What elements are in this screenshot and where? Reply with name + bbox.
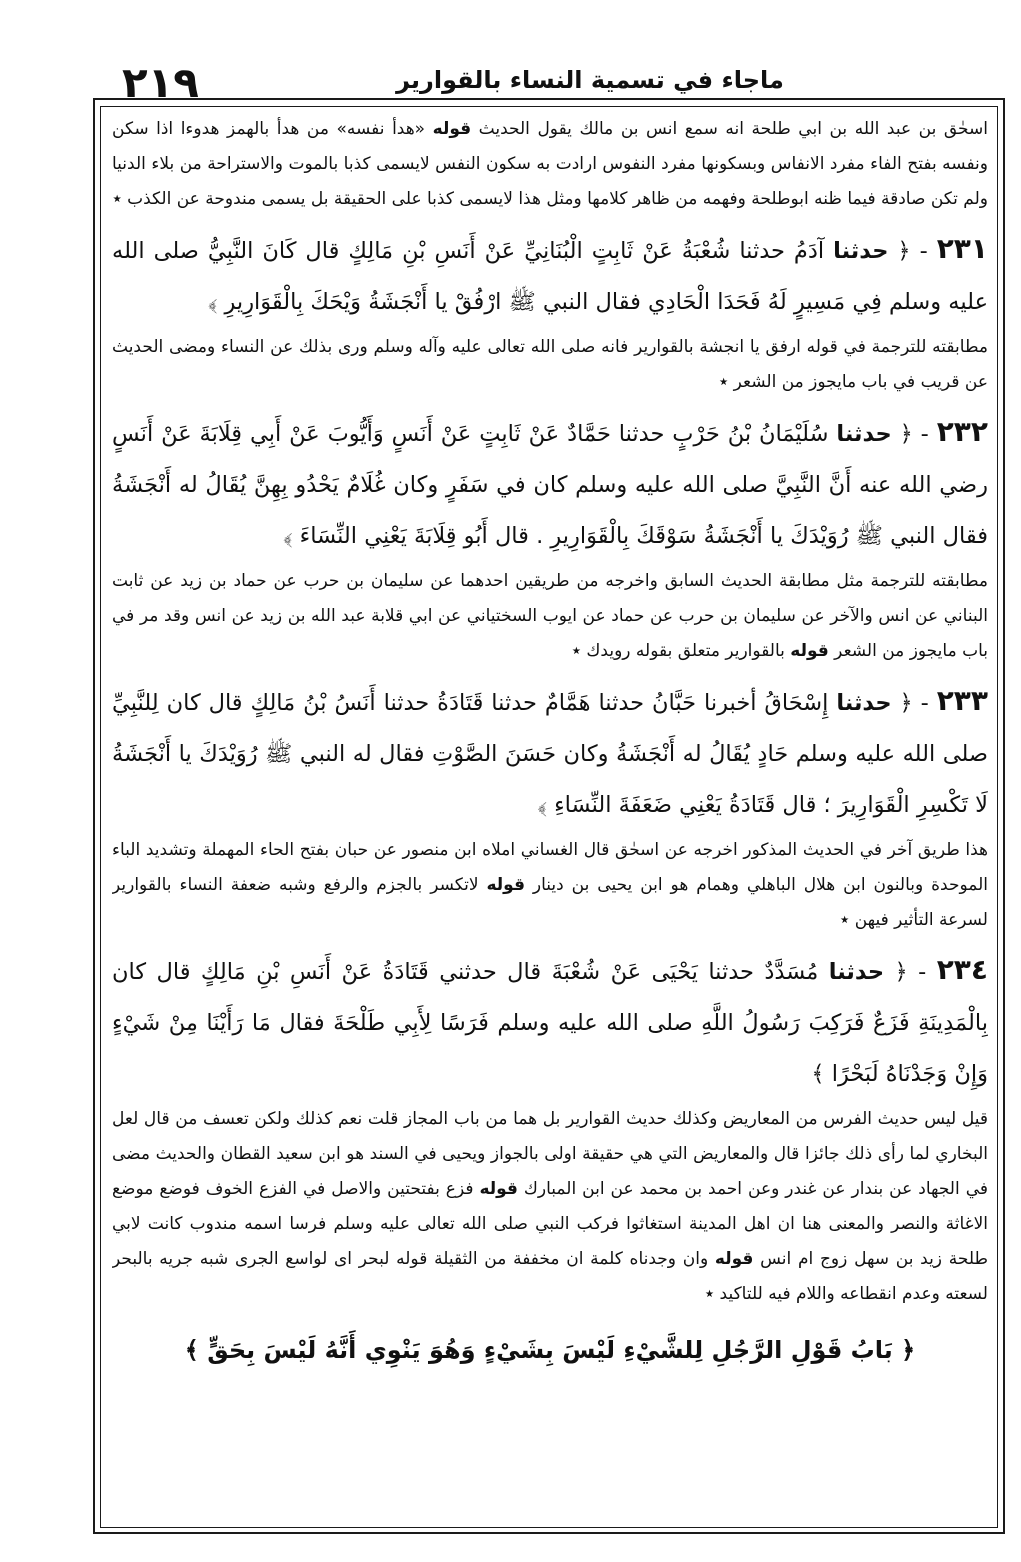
commentary-paragraph <box>112 112 988 217</box>
commentary-text: فزع بفتحتين والاصل في الفزع الخوف فوضع موضع الاغاثة والنصر والمعنى هنا ان اهل المدينة استغاثوا فركب النبي صلى الله تعالى عليه وسلم فرسا اسمه مندوب كانت لابي طلحة زيد بن سهل زوج ام انس <box>112 1179 988 1269</box>
hadith-text: مُسَدَّدٌ حدثنا يَحْيَى عَنْ شُعْبَةَ قال حدثني قَتَادَةُ عَنْ أَنَسِ بْنِ مَالِكٍ قال كان بِالْمَدِينَةِ فَزَعٌ فَرَكِبَ رَسُولُ اللَّهِ صلى الله عليه وسلم فَرَسًا لِأَبِي طَلْحَةَ فقال مَا رَأَيْنَا مِنْ شَيْءٍ وَإِنْ وَجَدْنَاهُ لَبَحْرًا ﴾ <box>112 959 988 1087</box>
haddathana-marker: حدثنا <box>828 959 885 985</box>
qawluhu-keyword: قوله <box>432 119 472 139</box>
hadith-paragraph: ٢٣٣ - ﴿ حدثنا إِسْحَاقُ أخبرنا حَبَّانُ حدثنا هَمَّامٌ حدثنا قَتَادَةُ حدثنا أَنَسُ بْنُ مَالِكٍ قال كان لِلنَّبِيِّ صلى الله عليه وسلم حَادٍ يُقَالُ له أَنْجَشَةُ وكان حَسَنَ الصَّوْتِ فقال له النبي ﷺ رُوَيْدَكَ يا أَنْجَشَةُ لَا تَكْسِرِ الْقَوَارِيرَ ؛ قال قَتَادَةُ يَعْنِي ضَعَفَةَ النِّسَاءِ ﴾ <box>112 684 988 818</box>
commentary-paragraph <box>112 1102 988 1312</box>
commentary-text: اسحٰق بن عبد الله بن ابي طلحة انه سمع انس بن مالك يقول الحديث <box>471 119 988 139</box>
haddathana-marker: حدثنا <box>836 421 892 447</box>
qawluhu-keyword: قوله <box>790 641 829 661</box>
commentary-paragraph <box>112 833 988 938</box>
commentary-text: مطابقته للترجمة مثل مطابقة الحديث السابق واخرجه من طريقين احدهما عن سليمان بن حرب عن حماد بن زيد عن ثابت البناني عن انس والآخر عن سليمان بن حرب عن حماد عن ايوب السختياني عن ابي قلابة عبد الله بن زيد عن انس وقد مر في باب مايجوز من الشعر <box>112 571 988 661</box>
qawluhu-keyword: قوله <box>714 1249 754 1269</box>
qawluhu-keyword: قوله <box>479 1179 518 1199</box>
commentary-text: «هدأ نفسه» من هدأ بالهمز هدوءا اذا سكن ونفسه بفتح الفاء مفرد الانفاس وبسكونها مفرد النفوس ارادت به سكون النفس لايسمى كذبا بالموت والاستراحة من بلاء الدنيا ولم تكن صادقة فيما ظنه ابوطلحة وفهمه من ظاهر كلامها ومثل هذا لايسمى كذبا على الحقيقة بل يسمى مندوحة عن الكذب ٭ <box>112 119 988 209</box>
hadith-text: سُلَيْمَانُ بْنُ حَرْبٍ حدثنا حَمَّادٌ عَنْ ثَابِتٍ عَنْ أَنَسٍ وَأَيُّوبَ عَنْ أَبِي قِلَابَةَ عَنْ أَنَسٍ رضي الله عنه أَنَّ النَّبِيَّ صلى الله عليه وسلم كان في سَفَرٍ وكان غُلَامٌ يَحْدُو بِهِنَّ يُقَالُ له أَنْجَشَةُ فقال النبي ﷺ رُوَيْدَكَ يا أَنْجَشَةُ سَوْقَكَ بِالْقَوَارِيرِ . قال أَبُو قِلَابَةَ يَعْنِي النِّسَاءَ ﴾ <box>112 421 988 549</box>
running-title: ماجاء في تسمية النساء بالقوارير <box>396 66 784 94</box>
commentary-text: وان وجدناه كلمة ان مخففة من الثقيلة قوله لبحر اى لواسع الجرى شبه جريه بالبحر لسعته وعدم انقطاعه واللام فيه للتاكيد ٭ <box>112 1249 988 1304</box>
hadith-number: ٢٣٢ <box>936 415 988 448</box>
chapter-heading: ﴿ بَابُ قَوْلِ الرَّجُلِ لِلشَّيْءِ لَيْسَ بِشَيْءٍ وَهُوَ يَنْوِي أَنَّهُ لَيْسَ بِحَقٍّ ﴾ <box>184 1336 916 1364</box>
hadith-paragraph: ٢٣٢ - ﴿ حدثنا سُلَيْمَانُ بْنُ حَرْبٍ حدثنا حَمَّادٌ عَنْ ثَابِتٍ عَنْ أَنَسٍ وَأَيُّوبَ عَنْ أَبِي قِلَابَةَ عَنْ أَنَسٍ رضي الله عنه أَنَّ النَّبِيَّ صلى الله عليه وسلم كان في سَفَرٍ وكان غُلَامٌ يَحْدُو بِهِنَّ يُقَالُ له أَنْجَشَةُ فقال النبي ﷺ رُوَيْدَكَ يا أَنْجَشَةُ سَوْقَكَ بِالْقَوَارِيرِ . قال أَبُو قِلَابَةَ يَعْنِي النِّسَاءَ ﴾ <box>112 415 988 549</box>
hadith-text: إِسْحَاقُ أخبرنا حَبَّانُ حدثنا هَمَّامٌ حدثنا قَتَادَةُ حدثنا أَنَسُ بْنُ مَالِكٍ قال كان لِلنَّبِيِّ صلى الله عليه وسلم حَادٍ يُقَالُ له أَنْجَشَةُ وكان حَسَنَ الصَّوْتِ فقال له النبي ﷺ رُوَيْدَكَ يا أَنْجَشَةُ لَا تَكْسِرِ الْقَوَارِيرَ ؛ قال قَتَادَةُ يَعْنِي ضَعَفَةَ النِّسَاءِ ﴾ <box>112 690 988 818</box>
qawluhu-keyword: قوله <box>486 875 525 895</box>
hadith-paragraph: ٢٣١ - ﴿ حدثنا آدَمُ حدثنا شُعْبَةُ عَنْ ثَابِتٍ الْبُنَانِيِّ عَنْ أَنَسِ بْنِ مَالِكٍ قال كَانَ النَّبِيُّ صلى الله عليه وسلم فِي مَسِيرٍ لَهُ فَحَدَا الْحَادِي فقال النبي ﷺ ارْفُقْ يا أَنْجَشَةُ وَيْحَكَ بِالْقَوَارِيرِ ﴾ <box>112 232 988 315</box>
page-body <box>112 112 988 1522</box>
page-number: ٢١٩ <box>122 58 199 107</box>
commentary-text: قيل ليس حديث الفرس من المعاريض وكذلك حديث القوارير بل هما من باب المجاز قلت نعم كذلك ولكن تعسف من قال لعل البخاري لما رأى ذلك جائزا قال والمعاريض التي هي حقيقة اولى بالجواز ويحيى في السند هو ابن سعيد القطان والحديث مضى في الجهاد عن بندار عن غندر وعن احمد بن محمد عن ابن المبارك <box>112 1109 988 1199</box>
commentary-text: بالقوارير متعلق بقوله رويدك ٭ <box>571 641 791 661</box>
haddathana-marker: حدثنا <box>833 238 889 264</box>
commentary-paragraph <box>112 330 988 400</box>
hadith-number: ٢٣٣ <box>936 684 988 717</box>
commentary-text: مطابقته للترجمة في قوله ارفق يا انجشة بالقوارير فانه صلى الله تعالى عليه وآله وسلم ورى بذلك عن النساء ومضى الحديث عن قريب في باب مايجوز من الشعر ٭ <box>112 337 988 392</box>
commentary-paragraph <box>112 564 988 669</box>
hadith-number: ٢٣٤ <box>936 953 988 986</box>
hadith-number: ٢٣١ <box>936 232 988 265</box>
hadith-text: آدَمُ حدثنا شُعْبَةُ عَنْ ثَابِتٍ الْبُنَانِيِّ عَنْ أَنَسِ بْنِ مَالِكٍ قال كَانَ النَّبِيُّ صلى الله عليه وسلم فِي مَسِيرٍ لَهُ فَحَدَا الْحَادِي فقال النبي ﷺ ارْفُقْ يا أَنْجَشَةُ وَيْحَكَ بِالْقَوَارِيرِ ﴾ <box>112 238 988 315</box>
commentary-text: لاتكسر بالجزم والرفع وشبه ضعفة النساء بالقوارير لسرعة التأثير فيهن ٭ <box>112 875 988 930</box>
commentary-text: هذا طريق آخر في الحديث المذكور اخرجه عن اسحٰق قال الغساني املاه ابن منصور عن حبان بفتح الحاء المهملة وتشديد الباء الموحدة وبالنون ابن هلال الباهلي وهمام هو ابن يحيى بن دينار <box>112 840 988 895</box>
haddathana-marker: حدثنا <box>836 690 892 716</box>
hadith-paragraph: ٢٣٤ - ﴿ حدثنا مُسَدَّدٌ حدثنا يَحْيَى عَنْ شُعْبَةَ قال حدثني قَتَادَةُ عَنْ أَنَسِ بْنِ مَالِكٍ قال كان بِالْمَدِينَةِ فَزَعٌ فَرَكِبَ رَسُولُ اللَّهِ صلى الله عليه وسلم فَرَسًا لِأَبِي طَلْحَةَ فقال مَا رَأَيْنَا مِنْ شَيْءٍ وَإِنْ وَجَدْنَاهُ لَبَحْرًا ﴾ <box>112 953 988 1087</box>
